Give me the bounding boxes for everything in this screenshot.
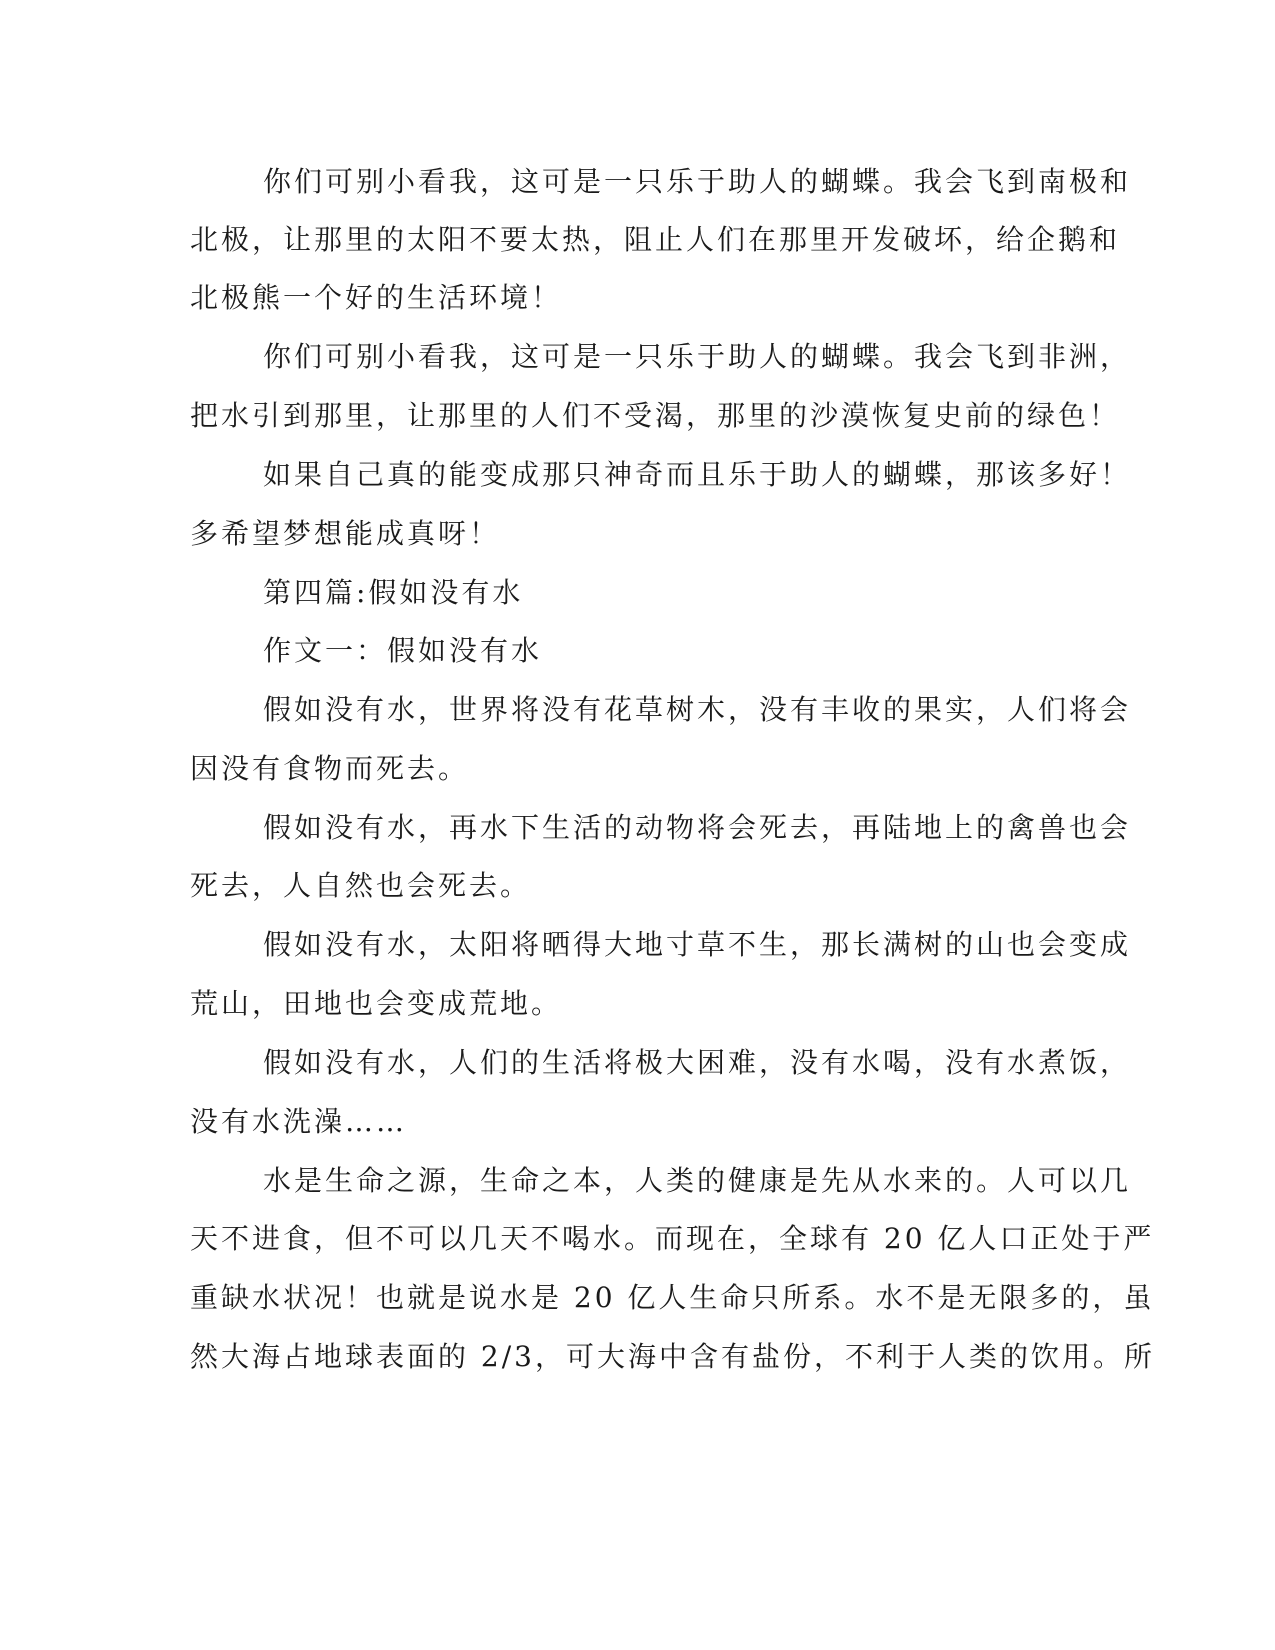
paragraph-line: 假如没有水，世界将没有花草树木，没有丰收的果实，人们将会	[263, 693, 1132, 726]
paragraph-line: 北极，让那里的太阳不要太热，阻止人们在那里开发破坏，给企鹅和	[190, 223, 1121, 256]
paragraph-line: 如果自己真的能变成那只神奇而且乐于助人的蝴蝶，那该多好！	[263, 458, 1132, 491]
paragraph-line: 水是生命之源，生命之本，人类的健康是先从水来的。人可以几	[263, 1164, 1132, 1197]
paragraph-line: 假如没有水，人们的生活将极大困难，没有水喝，没有水煮饭，	[263, 1046, 1132, 1079]
paragraph-line: 假如没有水，再水下生活的动物将会死去，再陆地上的禽兽也会	[263, 811, 1132, 844]
paragraph-line: 没有水洗澡……	[190, 1105, 408, 1138]
paragraph-line: 你们可别小看我，这可是一只乐于助人的蝴蝶。我会飞到非洲，	[263, 340, 1132, 373]
paragraph-line: 死去，人自然也会死去。	[190, 869, 532, 902]
paragraph-line: 天不进食，但不可以几天不喝水。而现在，全球有 20 亿人口正处于严	[190, 1222, 1155, 1255]
paragraph-line: 多希望梦想能成真呀！	[190, 517, 501, 550]
paragraph-line: 把水引到那里，让那里的人们不受渴，那里的沙漠恢复史前的绿色！	[190, 399, 1121, 432]
paragraph-line: 北极熊一个好的生活环境！	[190, 281, 563, 314]
paragraph-line: 重缺水状况！也就是说水是 20 亿人生命只所系。水不是无限多的，虽	[190, 1281, 1155, 1314]
paragraph-line: 荒山，田地也会变成荒地。	[190, 987, 563, 1020]
paragraph-line: 然大海占地球表面的 2/3，可大海中含有盐份，不利于人类的饮用。所	[190, 1340, 1155, 1373]
paragraph-line: 你们可别小看我，这可是一只乐于助人的蝴蝶。我会飞到南极和	[263, 165, 1132, 198]
section-heading: 第四篇:假如没有水	[263, 576, 524, 609]
paragraph-line: 假如没有水，太阳将晒得大地寸草不生，那长满树的山也会变成	[263, 928, 1132, 961]
paragraph-line: 因没有食物而死去。	[190, 752, 470, 785]
essay-title: 作文一：假如没有水	[263, 634, 543, 667]
